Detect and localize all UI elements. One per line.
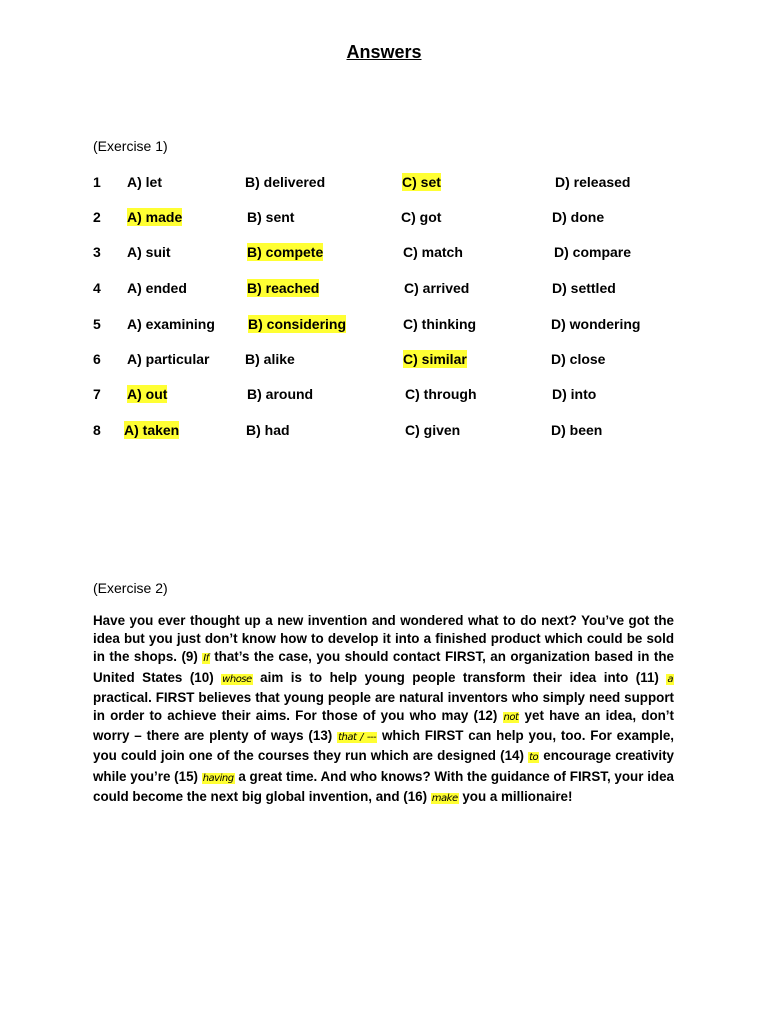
- handwritten-answer: a: [667, 673, 673, 685]
- handwritten-answer: not: [503, 712, 519, 724]
- option-b: B) around: [247, 386, 314, 402]
- handwritten-answer: If: [203, 653, 209, 665]
- answer-row: [0, 350, 768, 370]
- question-number: 7: [93, 386, 101, 402]
- option-d: D) compare: [554, 244, 632, 260]
- handwritten-answer: that / ---: [338, 732, 377, 744]
- option-d: D) wondering: [551, 316, 641, 332]
- question-number: 2: [93, 209, 101, 225]
- handwritten-answer: make: [431, 792, 458, 804]
- option-d: D) settled: [552, 280, 616, 296]
- answer-row: [0, 421, 768, 441]
- option-d: D) into: [552, 386, 597, 402]
- option-a: A) taken: [124, 422, 180, 438]
- option-d: D) close: [551, 351, 606, 367]
- handwritten-answer: to: [529, 752, 539, 764]
- option-a: A) ended: [127, 280, 187, 296]
- option-a: A) suit: [127, 244, 171, 260]
- paragraph-text: yet have an idea, don’t worry – there are plenty of ways (13): [93, 708, 674, 744]
- option-a: A) examining: [127, 316, 215, 332]
- option-b: B) compete: [247, 244, 324, 260]
- page-title: Answers: [346, 42, 422, 62]
- option-a: A) out: [127, 386, 168, 402]
- option-c: C) set: [402, 174, 441, 190]
- answer-row: [0, 208, 768, 228]
- handwritten-answer: having: [202, 772, 234, 784]
- option-c: C) thinking: [403, 316, 477, 332]
- question-number: 8: [93, 422, 101, 438]
- option-a: A) made: [127, 209, 183, 225]
- paragraph-text: encourage creativity while you’re (15): [93, 748, 674, 784]
- option-a: A) let: [127, 174, 162, 190]
- paragraph-text: practical. FIRST believes that young people are natural inventors who simply need support in order to achieve their aims. For those of you who may (12): [93, 689, 674, 724]
- option-b: B) considering: [248, 316, 347, 332]
- option-d: D) been: [551, 422, 603, 438]
- paragraph-text: aim is to help young people transform their idea into (11): [252, 669, 667, 685]
- handwritten-answer: whose: [222, 673, 252, 685]
- option-c: C) given: [405, 422, 461, 438]
- answer-row: [0, 243, 768, 263]
- option-b: B) sent: [247, 209, 295, 225]
- question-number: 1: [93, 174, 101, 190]
- option-d: D) done: [552, 209, 605, 225]
- option-a: A) particular: [127, 351, 210, 367]
- exercise-2-paragraph: [93, 612, 674, 808]
- option-c: C) arrived: [404, 280, 470, 296]
- option-b: B) had: [246, 422, 290, 438]
- option-b: B) alike: [245, 351, 295, 367]
- paragraph-text: which FIRST can help you, too. For example, you could join one of the courses they run which are designed (14): [93, 728, 674, 764]
- exercise-2-label: (Exercise 2): [93, 580, 168, 596]
- answer-row: [0, 315, 768, 335]
- option-c: C) match: [403, 244, 463, 260]
- paragraph-text: that’s the case, you should contact FIRST, an organization based in the United States (10): [93, 649, 674, 685]
- option-b: B) delivered: [245, 174, 326, 190]
- option-d: D) released: [555, 174, 631, 190]
- answer-row: [0, 385, 768, 405]
- answer-row: [0, 279, 768, 299]
- option-b: B) reached: [247, 280, 320, 296]
- question-number: 5: [93, 316, 101, 332]
- question-number: 6: [93, 351, 101, 367]
- answer-row: [0, 173, 768, 193]
- option-c: C) through: [405, 386, 477, 402]
- option-c: C) got: [401, 209, 442, 225]
- exercise-1-label: (Exercise 1): [93, 138, 168, 154]
- paragraph-text: Have you ever thought up a new invention and wondered what to do next? You’ve got the idea but you just don’t know how to develop it into a finished product which could be sold in the shops. (9): [93, 613, 674, 665]
- question-number: 3: [93, 244, 101, 260]
- paragraph-text: you a millionaire!: [458, 788, 573, 804]
- option-c: C) similar: [403, 351, 467, 367]
- paragraph-text: a great time. And who knows? With the guidance of FIRST, your idea could become the next big global invention, and (16): [93, 768, 674, 804]
- question-number: 4: [93, 280, 101, 296]
